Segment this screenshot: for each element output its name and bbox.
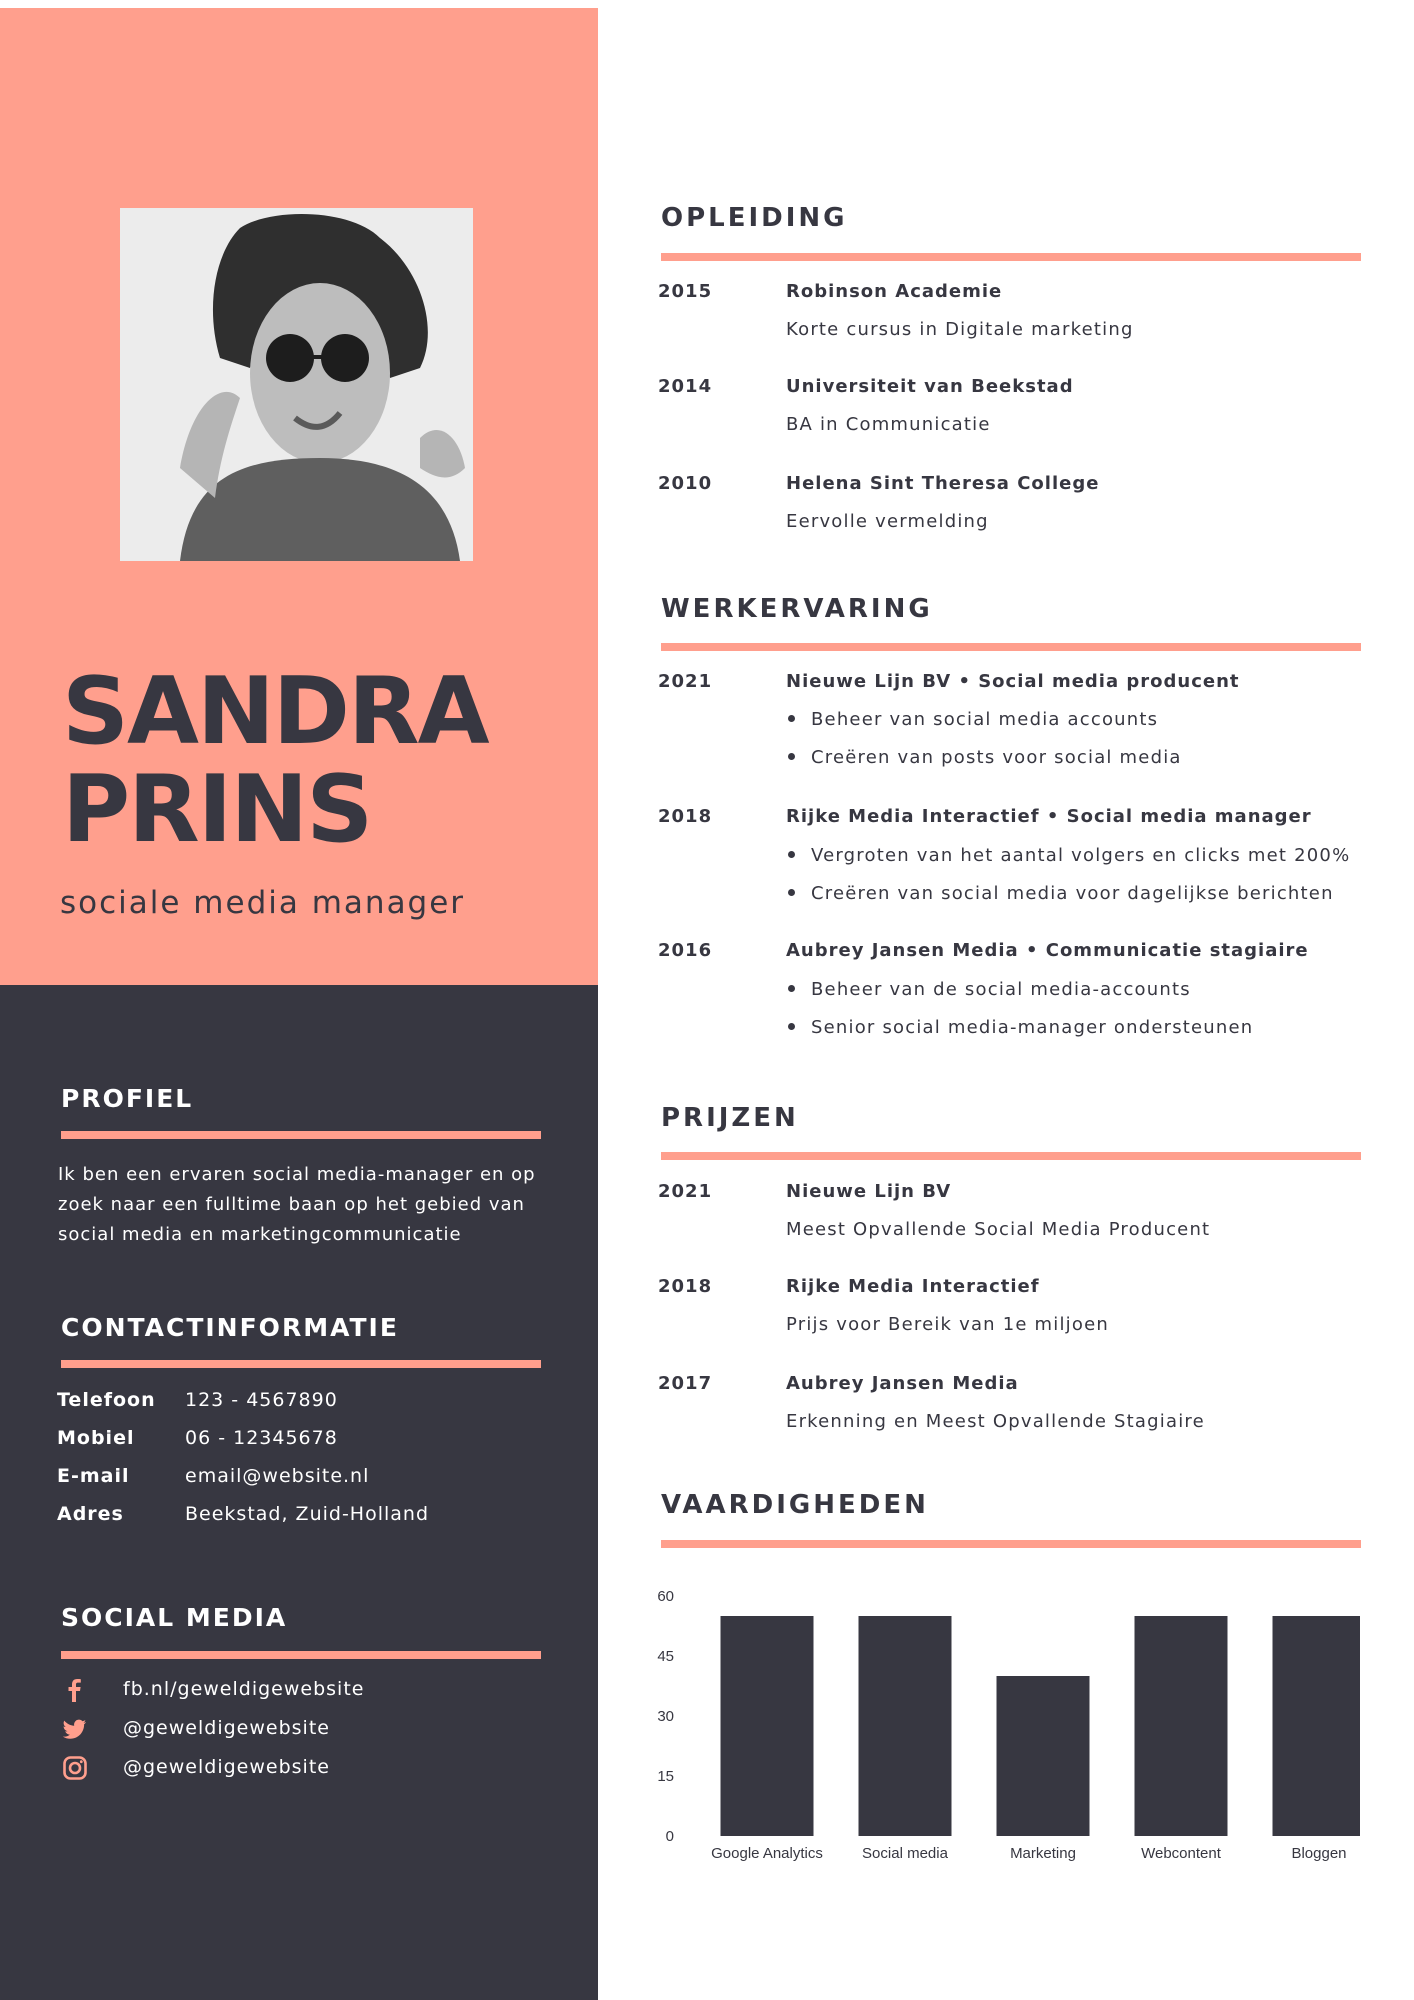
award-title: Nieuwe Lijn BV <box>786 1181 952 1202</box>
social-text: fb.nl/geweldigewebsite <box>123 1678 365 1700</box>
contact-label: Telefoon <box>57 1389 156 1411</box>
experience-title: Aubrey Jansen Media • Communicatie stagiaire <box>786 940 1309 961</box>
contact-label: E-mail <box>57 1465 130 1487</box>
experience-bullet <box>788 883 1334 904</box>
facebook-icon <box>62 1677 88 1703</box>
education-year: 2015 <box>658 281 713 302</box>
x-category-label: Webcontent <box>1141 1845 1221 1862</box>
contact-value: 06 - 12345678 <box>185 1427 338 1449</box>
contact-value: 123 - 4567890 <box>185 1389 338 1411</box>
contact-value[interactable]: email@website.nl <box>185 1465 370 1487</box>
bar-bloggen <box>1273 1616 1361 1836</box>
profile-photo <box>120 208 473 561</box>
bullet-dot <box>788 1023 795 1030</box>
education-year: 2014 <box>658 376 713 397</box>
bullet-text: Senior social media-manager ondersteunen <box>811 1017 1254 1038</box>
bullet-dot <box>788 889 795 896</box>
experience-rule <box>661 643 1361 651</box>
instagram-icon <box>62 1755 88 1781</box>
y-tick-label: 45 <box>657 1648 674 1665</box>
contact-rule <box>61 1360 541 1368</box>
bar-webcontent <box>1135 1616 1228 1836</box>
award-title: Rijke Media Interactief <box>786 1276 1040 1297</box>
experience-bullet <box>788 709 1158 730</box>
award-title: Aubrey Jansen Media <box>786 1373 1019 1394</box>
y-tick-label: 0 <box>665 1828 674 1845</box>
x-category-label: Google Analytics <box>711 1845 823 1862</box>
experience-title: Rijke Media Interactief • Social media manager <box>786 806 1312 827</box>
job-title: sociale media manager <box>60 885 466 921</box>
contact-value: Beekstad, Zuid-Holland <box>185 1503 430 1525</box>
x-category-label: Marketing <box>1010 1845 1076 1862</box>
education-desc: Eervolle vermelding <box>786 511 989 532</box>
experience-heading: WERKERVARING <box>661 594 933 624</box>
skills-chart <box>640 1570 1360 1870</box>
award-desc: Prijs voor Bereik van 1e miljoen <box>786 1314 1109 1335</box>
profile-text: Ik ben een ervaren social media-manager en op zoek naar een fulltime baan op het gebied van social media en marketingcommunicatie <box>58 1164 536 1245</box>
bullet-dot <box>788 851 795 858</box>
education-desc: BA in Communicatie <box>786 414 991 435</box>
bullet-text: Creëren van posts voor social media <box>811 747 1182 768</box>
award-year: 2021 <box>658 1181 713 1202</box>
education-desc: Korte cursus in Digitale marketing <box>786 319 1134 340</box>
bullet-dot <box>788 715 795 722</box>
experience-bullet <box>788 747 1182 768</box>
award-year: 2017 <box>658 1373 713 1394</box>
contact-label: Mobiel <box>57 1427 135 1449</box>
bullet-dot <box>788 985 795 992</box>
award-year: 2018 <box>658 1276 713 1297</box>
contact-label: Adres <box>57 1503 124 1525</box>
education-heading: OPLEIDING <box>661 203 848 233</box>
experience-year: 2018 <box>658 806 713 827</box>
bullet-text: Beheer van social media accounts <box>811 709 1159 730</box>
bullet-text: Vergroten van het aantal volgers en clicks met 200% <box>811 845 1351 866</box>
person-name <box>62 657 582 863</box>
education-title: Robinson Academie <box>786 281 1003 302</box>
social-text: @geweldigewebsite <box>123 1717 330 1739</box>
name-line-2: PRINS <box>62 755 372 863</box>
bullet-text: Creëren van social media voor dagelijkse berichten <box>811 883 1334 904</box>
bar-marketing <box>997 1676 1090 1836</box>
social-rule <box>61 1651 541 1659</box>
awards-rule <box>661 1152 1361 1160</box>
bar-social-media <box>859 1616 952 1836</box>
education-title: Universiteit van Beekstad <box>786 376 1074 397</box>
profile-heading: PROFIEL <box>61 1084 194 1113</box>
profile-rule <box>61 1131 541 1139</box>
bullet-text: Beheer van de social media-accounts <box>811 979 1191 1000</box>
y-tick-label: 60 <box>657 1588 674 1605</box>
contact-heading: CONTACTINFORMATIE <box>61 1313 399 1342</box>
social-heading: SOCIAL MEDIA <box>61 1603 288 1632</box>
bullet-dot <box>788 753 795 760</box>
experience-year: 2021 <box>658 671 713 692</box>
twitter-icon <box>62 1716 88 1742</box>
skills-rule <box>661 1540 1361 1548</box>
x-category-label: Bloggen <box>1291 1845 1347 1862</box>
experience-title: Nieuwe Lijn BV • Social media producent <box>786 671 1240 692</box>
awards-heading: PRIJZEN <box>661 1103 799 1133</box>
award-desc: Erkenning en Meest Opvallende Stagiaire <box>786 1411 1205 1432</box>
y-tick-label: 30 <box>657 1708 674 1725</box>
education-title: Helena Sint Theresa College <box>786 473 1100 494</box>
education-rule <box>661 253 1361 261</box>
bar-google-analytics <box>721 1616 814 1836</box>
x-category-label: Social media <box>862 1845 948 1862</box>
experience-bullet <box>788 1017 1253 1038</box>
name-line-1: SANDRA <box>62 657 488 765</box>
experience-year: 2016 <box>658 940 713 961</box>
skills-heading: VAARDIGHEDEN <box>661 1490 929 1520</box>
experience-bullet <box>788 979 1191 1000</box>
y-tick-label: 15 <box>657 1768 674 1785</box>
social-text: @geweldigewebsite <box>123 1756 330 1778</box>
education-year: 2010 <box>658 473 713 494</box>
experience-bullet <box>788 845 1350 866</box>
award-desc: Meest Opvallende Social Media Producent <box>786 1219 1211 1240</box>
